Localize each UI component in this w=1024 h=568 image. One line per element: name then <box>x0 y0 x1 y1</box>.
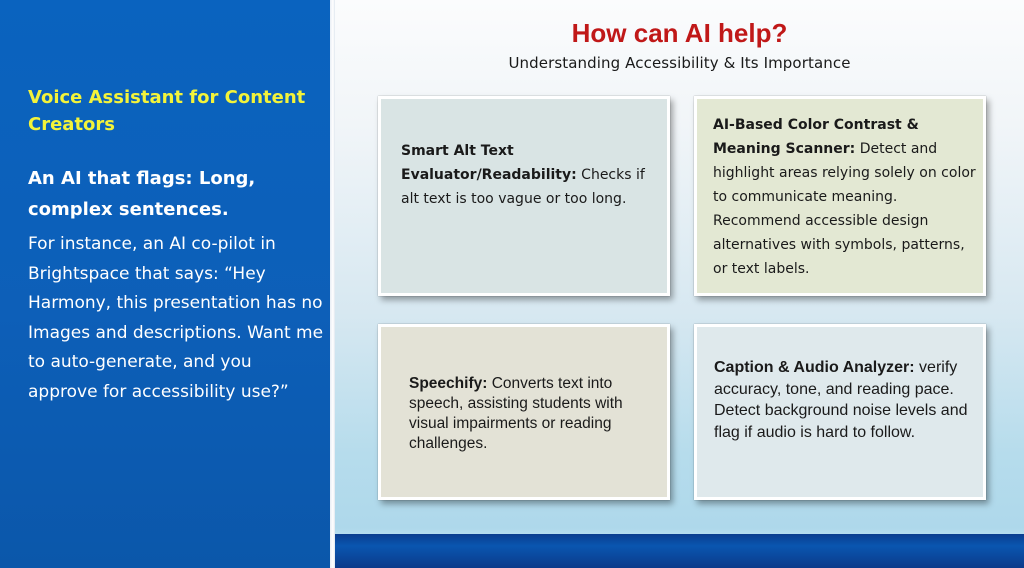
card-color-contrast-scanner <box>694 96 986 296</box>
left-lead-text: An AI that flags: Long, complex sentences. <box>28 168 256 220</box>
card-title: Smart Alt Text Evaluator/Readability: <box>401 143 577 183</box>
card-caption-audio-analyzer <box>694 324 986 500</box>
card-description: verify accuracy, tone, and reading pace. Detect background noise levels and flag if audio is hard to follow. <box>714 359 968 441</box>
card-smart-alt-text <box>378 96 670 296</box>
card-description: Detect and highlight areas relying solely on color to communicate meaning. Recommend accessible design alternatives with symbols, patterns, or text labels. <box>713 141 976 277</box>
card-text <box>409 374 649 454</box>
card-title: Speechify: <box>409 375 488 392</box>
page-title: How can AI help? <box>571 18 788 48</box>
card-description: Converts text into speech, assisting students with visual impairments or reading challenges. <box>409 375 623 452</box>
card-text <box>401 139 657 211</box>
left-body-text: For instance, an AI co-pilot in Brightspace that says: “Hey Harmony, this presentation has no Images and descriptions. Want me to auto-generate, and you approve for accessibility use?” <box>28 234 324 402</box>
card-speechify <box>378 324 670 500</box>
card-description: Checks if alt text is too vague or too long. <box>401 167 645 207</box>
card-text <box>714 357 980 443</box>
card-title: Caption & Audio Analyzer: <box>714 359 915 376</box>
page-subtitle: Understanding Accessibility & Its Importance <box>508 54 851 72</box>
card-text <box>713 113 979 281</box>
left-heading: Voice Assistant for Content Creators <box>28 87 306 135</box>
bottom-band <box>335 534 1024 568</box>
card-title: AI-Based Color Contrast & Meaning Scanner: <box>713 117 919 157</box>
